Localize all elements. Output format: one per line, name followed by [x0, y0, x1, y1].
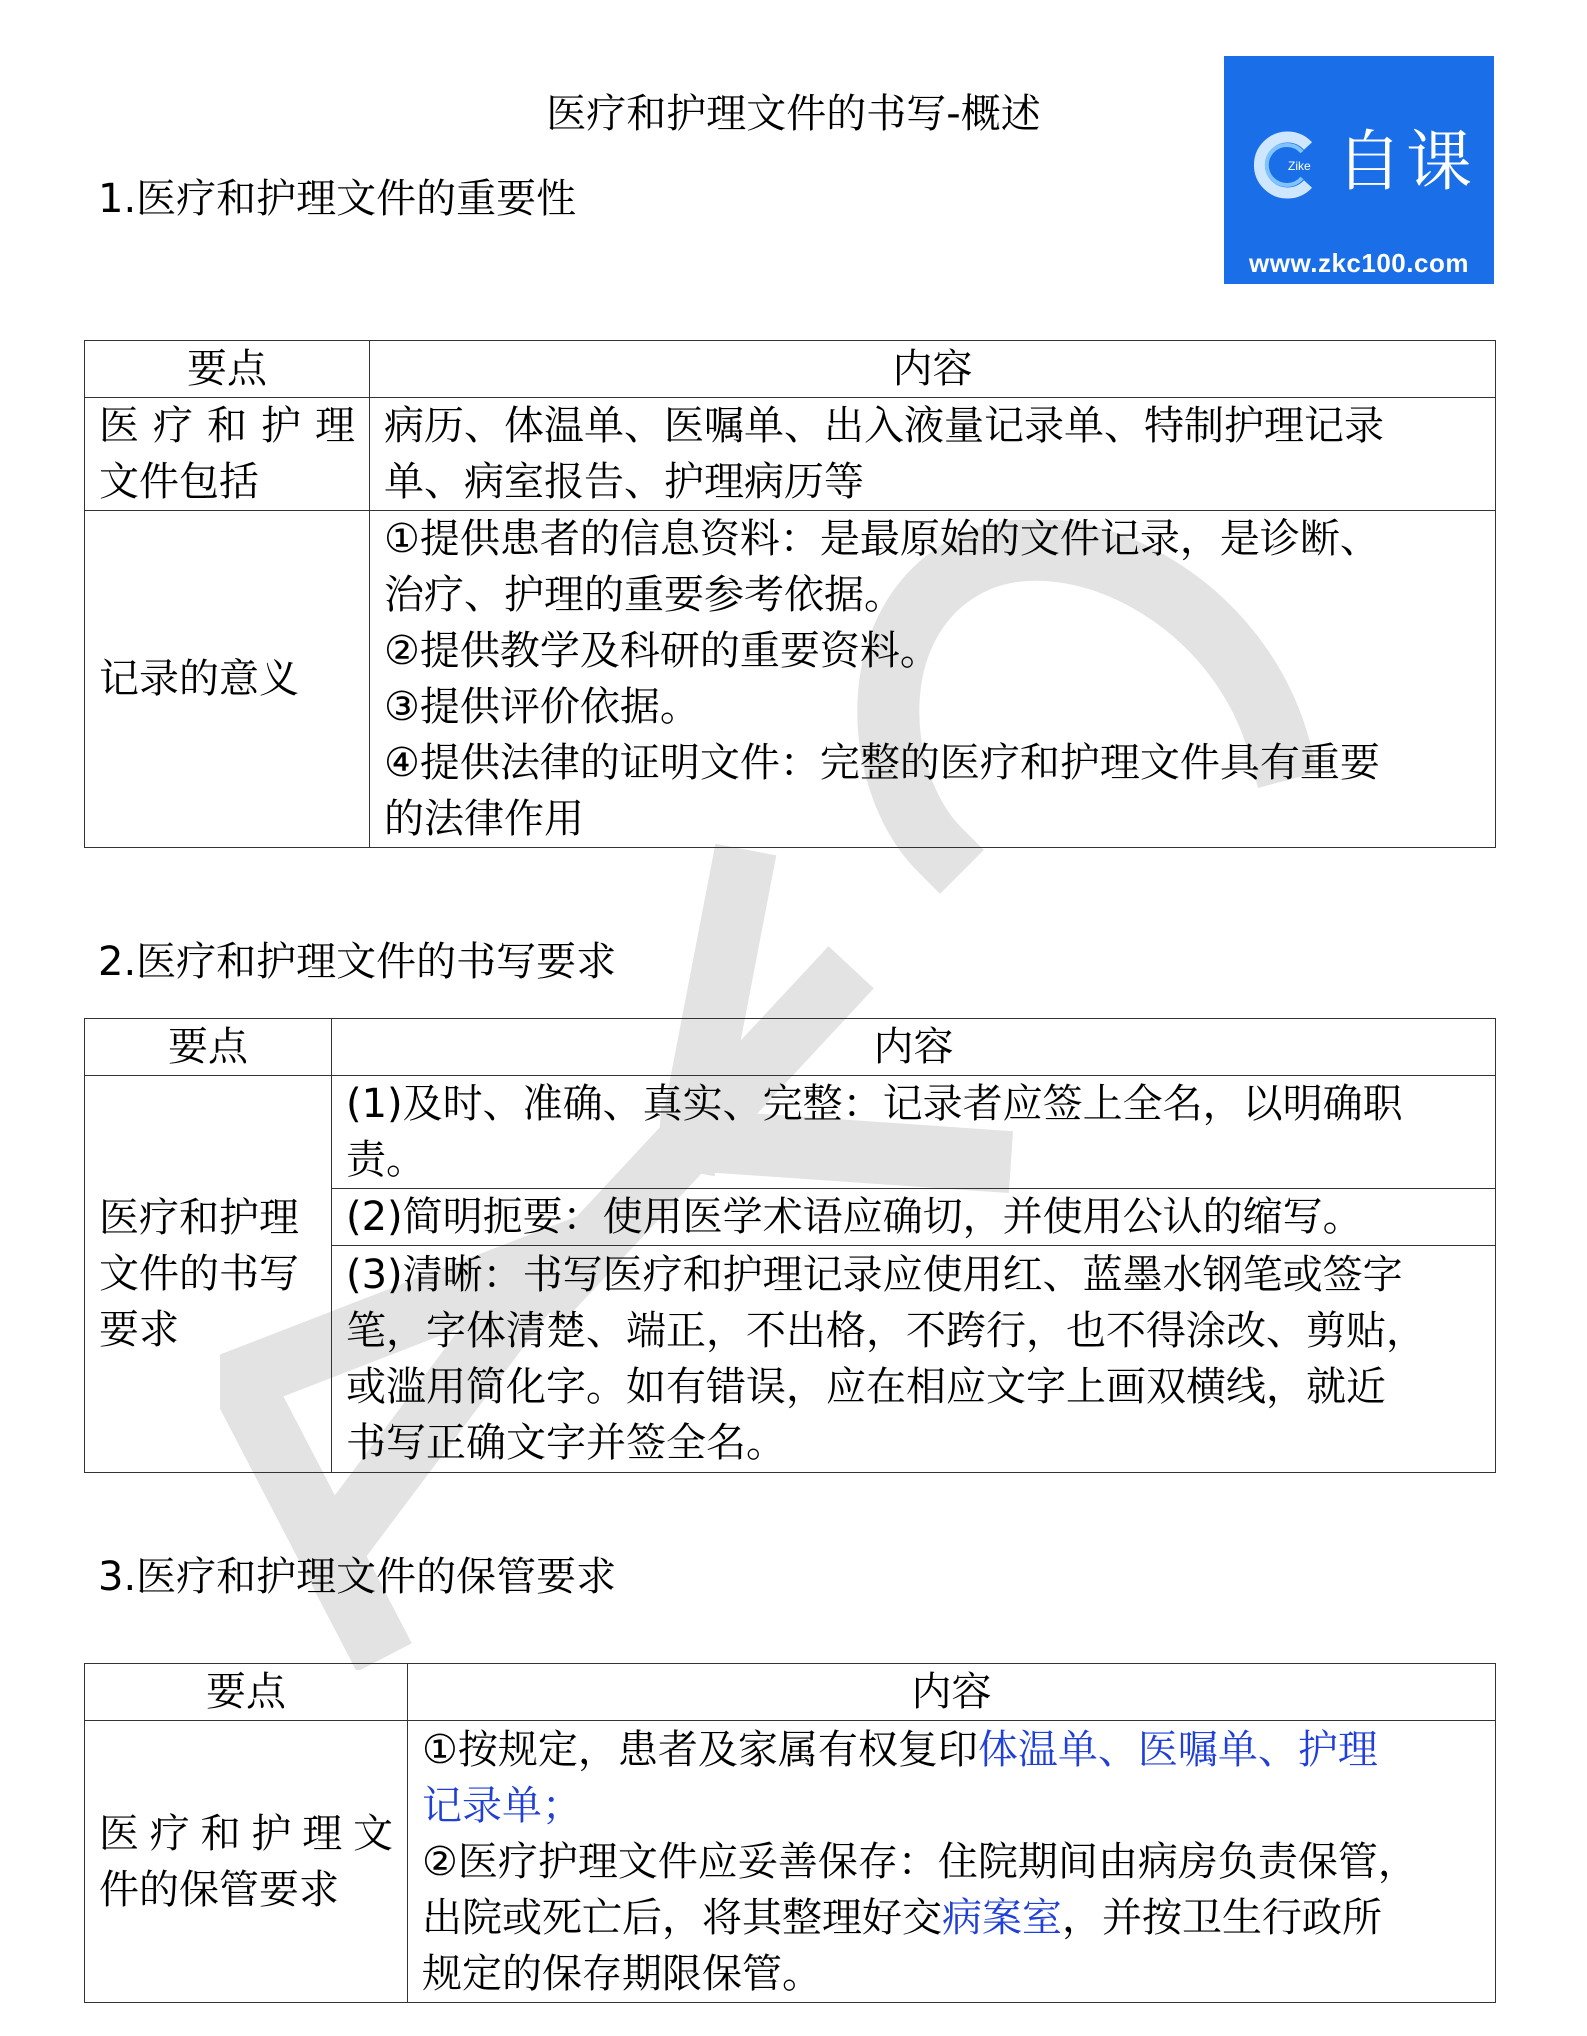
storage-requirements-table	[84, 1663, 1496, 2003]
table-row	[85, 511, 1496, 848]
table-row	[85, 1721, 1496, 2003]
table-header-row	[85, 1019, 1496, 1076]
row-content-cell	[332, 1246, 1496, 1473]
content-line: 治疗、护理的重要参考依据。	[384, 572, 904, 618]
column-header-content: 内容	[370, 341, 1496, 398]
content-line	[422, 1722, 1481, 1778]
content-line: 书写正确文字并签全名。	[346, 1420, 786, 1466]
key-line: 医疗和护理	[99, 1195, 299, 1241]
content-line: ③提供评价依据。	[384, 684, 700, 730]
content-line: 规定的保存期限保管。	[422, 1950, 822, 1997]
content-line: 的法律作用	[384, 796, 584, 842]
table-row	[85, 398, 1496, 511]
logo-brand-text: 自课	[1336, 123, 1476, 200]
key-line: 医疗和护理	[99, 403, 355, 449]
row-key-cell	[85, 398, 370, 511]
table-row	[85, 1076, 1496, 1189]
column-header-key: 要点	[85, 1019, 332, 1076]
content-line: ④提供法律的证明文件：完整的医疗和护理文件具有重要	[384, 740, 1380, 786]
table-header-row	[85, 341, 1496, 398]
row-content-cell	[370, 511, 1496, 848]
row-key-cell	[85, 511, 370, 848]
section-2-heading: 2.医疗和护理文件的书写要求	[98, 939, 617, 985]
key-line: 文件的书写	[99, 1251, 299, 1297]
writing-requirements-table	[84, 1018, 1496, 1473]
content-line: (3)清晰：书写医疗和护理记录应使用红、蓝墨水钢笔或签字	[346, 1252, 1403, 1298]
zike-c-logo-icon	[1250, 130, 1320, 200]
highlighted-text: 病案室	[942, 1894, 1062, 1941]
content-line: ②医疗护理文件应妥善保存：住院期间由病房负责保管，	[422, 1838, 1418, 1885]
content-line: 单、病室报告、护理病历等	[384, 459, 864, 505]
importance-table	[84, 340, 1496, 848]
section-1-heading: 1.医疗和护理文件的重要性	[98, 176, 577, 222]
highlighted-text: 体温单、医嘱单、护理	[977, 1726, 1378, 1773]
row-content-cell	[332, 1076, 1496, 1189]
content-line: 笔，字体清楚、端正，不出格，不跨行，也不得涂改、剪贴，	[346, 1308, 1426, 1354]
content-text: 出院或死亡后，将其整理好交	[422, 1894, 942, 1941]
row-content-cell	[408, 1721, 1496, 2003]
content-line: ①提供患者的信息资料：是最原始的文件记录，是诊断、	[384, 516, 1380, 562]
content-line: 病历、体温单、医嘱单、出入液量记录单、特制护理记录	[384, 403, 1384, 449]
column-header-content: 内容	[332, 1019, 1496, 1076]
table-header-row	[85, 1664, 1496, 1721]
content-line: (2)简明扼要：使用医学术语应确切，并使用公认的缩写。	[346, 1194, 1363, 1240]
content-line: (1)及时、准确、真实、完整：记录者应签上全名，以明确职	[346, 1081, 1403, 1127]
content-line	[422, 1890, 1481, 1946]
key-line: 医疗和护理文	[99, 1810, 393, 1857]
row-content-cell	[370, 398, 1496, 511]
row-key-cell	[85, 1721, 408, 2003]
column-header-content: 内容	[408, 1664, 1496, 1721]
content-line: ②提供教学及科研的重要资料。	[384, 628, 940, 674]
logo-url: www.zkc100.com	[1249, 248, 1469, 278]
column-header-key: 要点	[85, 1664, 408, 1721]
content-text: ①按规定，患者及家属有权复印	[422, 1726, 978, 1773]
key-line: 件的保管要求	[99, 1866, 339, 1913]
document-title: 医疗和护理文件的书写-概述	[546, 91, 1041, 137]
zike-logo	[1224, 56, 1494, 284]
column-header-key: 要点	[85, 341, 370, 398]
section-3-heading: 3.医疗和护理文件的保管要求	[98, 1554, 617, 1600]
content-line: 责。	[346, 1137, 426, 1183]
key-line: 文件包括	[99, 459, 259, 505]
row-key-cell	[85, 1076, 332, 1473]
logo-mark-text: Zike	[1288, 159, 1311, 173]
row-content-cell	[332, 1189, 1496, 1246]
highlighted-text: 记录单；	[422, 1782, 582, 1829]
key-line: 要求	[99, 1307, 179, 1353]
content-line: 或滥用简化字。如有错误，应在相应文字上画双横线，就近	[346, 1364, 1386, 1410]
content-text: ，并按卫生行政所	[1062, 1894, 1382, 1941]
key-line: 记录的意义	[99, 656, 299, 702]
